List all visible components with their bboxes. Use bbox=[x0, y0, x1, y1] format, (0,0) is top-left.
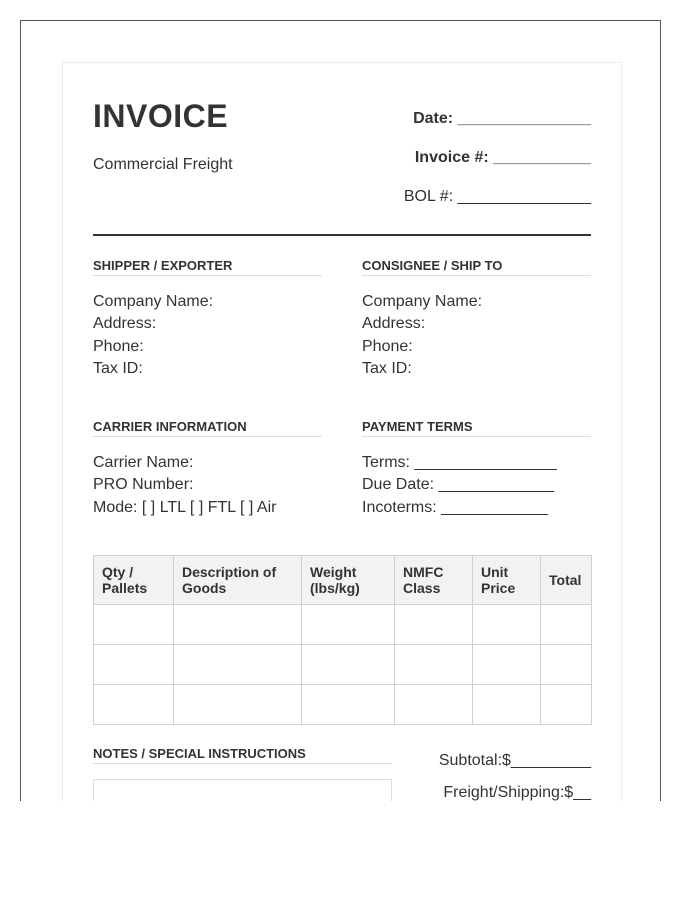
carrier-name-label: Carrier Name: bbox=[93, 454, 194, 471]
table-cell[interactable] bbox=[302, 605, 395, 645]
table-cell[interactable] bbox=[473, 605, 541, 645]
column-header-qty: Qty / Pallets bbox=[94, 556, 174, 605]
table-cell[interactable] bbox=[541, 685, 592, 725]
table-cell[interactable] bbox=[395, 685, 473, 725]
shipper-heading: SHIPPER / EXPORTER bbox=[93, 258, 322, 276]
column-header-weight: Weight (lbs/kg) bbox=[302, 556, 395, 605]
table-cell[interactable] bbox=[174, 685, 302, 725]
table-cell[interactable] bbox=[395, 605, 473, 645]
carrier-heading: CARRIER INFORMATION bbox=[93, 419, 322, 437]
table-row bbox=[94, 605, 592, 645]
shipper-address-label: Address: bbox=[93, 315, 157, 333]
invoice-sheet bbox=[62, 62, 622, 801]
header-divider bbox=[93, 234, 591, 236]
consignee-details bbox=[362, 291, 482, 381]
goods-table bbox=[93, 555, 592, 725]
table-cell[interactable] bbox=[541, 605, 592, 645]
table-cell[interactable] bbox=[94, 605, 174, 645]
column-header-nmfc: NMFC Class bbox=[395, 556, 473, 605]
incoterms-field[interactable]: Incoterms: ____________ bbox=[362, 498, 548, 516]
table-cell[interactable] bbox=[94, 685, 174, 725]
table-header-row bbox=[94, 556, 592, 605]
consignee-address-label: Address: bbox=[362, 315, 426, 333]
page-frame bbox=[20, 20, 661, 801]
shipper-company-label: Company Name: bbox=[93, 293, 214, 310]
consignee-phone-label: Phone: bbox=[362, 337, 413, 355]
notes-heading: NOTES / SPECIAL INSTRUCTIONS bbox=[93, 746, 392, 764]
invoice-number-field[interactable]: Invoice #: ___________ bbox=[414, 149, 591, 166]
payment-details bbox=[362, 452, 557, 519]
table-row bbox=[94, 685, 592, 725]
carrier-details bbox=[93, 452, 276, 519]
table-cell[interactable] bbox=[174, 605, 302, 645]
mode-options[interactable]: Mode: [ ] LTL [ ] FTL [ ] Air bbox=[93, 498, 277, 516]
freight-shipping-field[interactable]: Freight/Shipping:$__ bbox=[443, 784, 591, 801]
invoice-title: INVOICE bbox=[93, 98, 229, 134]
pro-number-label: PRO Number: bbox=[93, 476, 194, 494]
subtotal-field[interactable]: Subtotal:$_________ bbox=[438, 752, 591, 769]
shipper-taxid-label: Tax ID: bbox=[93, 360, 143, 378]
table-cell[interactable] bbox=[473, 645, 541, 685]
table-cell[interactable] bbox=[302, 645, 395, 685]
consignee-company-label: Company Name: bbox=[362, 293, 483, 310]
terms-field[interactable]: Terms: ________________ bbox=[362, 454, 557, 471]
shipper-phone-label: Phone: bbox=[93, 337, 144, 355]
column-header-total: Total bbox=[541, 556, 592, 605]
bol-number-field[interactable]: BOL #: _______________ bbox=[403, 188, 591, 205]
table-cell[interactable] bbox=[473, 685, 541, 725]
column-header-description: Description of Goods bbox=[174, 556, 302, 605]
due-date-field[interactable]: Due Date: _____________ bbox=[362, 476, 555, 494]
table-cell[interactable] bbox=[302, 685, 395, 725]
table-cell[interactable] bbox=[395, 645, 473, 685]
date-field[interactable]: Date: _______________ bbox=[413, 110, 591, 127]
payment-heading: PAYMENT TERMS bbox=[362, 419, 591, 437]
table-cell[interactable] bbox=[94, 645, 174, 685]
invoice-subtitle: Commercial Freight bbox=[93, 156, 233, 173]
table-cell[interactable] bbox=[541, 645, 592, 685]
consignee-heading: CONSIGNEE / SHIP TO bbox=[362, 258, 591, 276]
shipper-details bbox=[93, 291, 213, 381]
table-cell[interactable] bbox=[174, 645, 302, 685]
consignee-taxid-label: Tax ID: bbox=[362, 360, 412, 378]
column-header-unit-price: Unit Price bbox=[473, 556, 541, 605]
notes-textbox[interactable] bbox=[93, 779, 392, 801]
table-row bbox=[94, 645, 592, 685]
